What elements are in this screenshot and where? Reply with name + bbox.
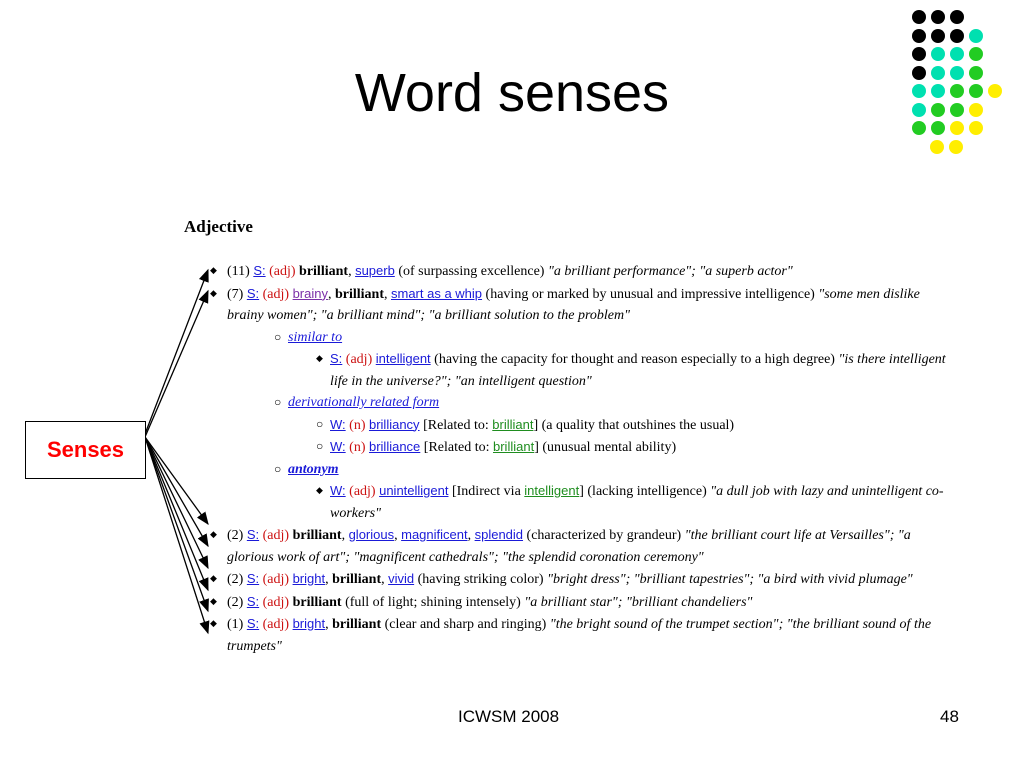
sense-3: ◆ (2) S: (adj) brilliant, glorious, magnificent, splendid (characterized by grandeur) "the brilliant court life at Versailles"; "a glorious work of art"; "magnificent cathedrals"; "the splendid coronation ceremony": [208, 524, 948, 568]
bullet-icon: ◆: [210, 573, 217, 583]
arrow-sense-3: [145, 437, 208, 524]
synset-link[interactable]: S:: [246, 527, 260, 542]
related-label: [Related to:: [423, 417, 489, 433]
word-sense-link[interactable]: W:: [330, 439, 346, 454]
related-label: [Indirect via: [451, 484, 521, 499]
part-of-speech: (adj): [349, 484, 376, 499]
related-label: [Related to:: [423, 440, 490, 455]
head-word: brilliant: [334, 286, 384, 302]
head-word: brilliant: [292, 528, 342, 543]
arrow-sense-1: [145, 270, 208, 434]
synset-link[interactable]: S:: [246, 285, 260, 301]
synset-link[interactable]: S:: [246, 616, 260, 631]
word-link[interactable]: glorious: [348, 527, 395, 542]
arrow-sense-2: [145, 291, 208, 437]
sense-6: ◆ (1) S: (adj) bright, brilliant (clear and sharp and ringing) "the bright sound of the trumpet section"; "the brilliant sound of the trumpets": [208, 613, 948, 657]
bullet-icon: ◆: [316, 485, 323, 495]
head-word: brilliant: [332, 617, 382, 632]
word-link[interactable]: superb: [355, 263, 395, 278]
word-link[interactable]: vivid: [388, 571, 415, 586]
sense-count: (7): [227, 286, 244, 302]
gloss: (a quality that outshines the usual): [541, 417, 735, 433]
part-of-speech: (adj): [262, 528, 290, 543]
part-of-speech: (n): [349, 440, 366, 455]
footer-conference: ICWSM 2008: [458, 707, 560, 726]
gloss: (having striking color): [417, 572, 544, 587]
example: "bright dress"; "brilliant tapestries"; "a bird with vivid plumage": [547, 572, 913, 587]
part-of-speech: (adj): [345, 352, 373, 367]
head-word: brilliant: [292, 594, 342, 610]
senses-label-box: Senses: [25, 421, 146, 479]
footer-page-number: 48: [940, 707, 959, 726]
word-link[interactable]: unintelligent: [379, 483, 449, 498]
related-close: ]: [579, 484, 584, 499]
example: "the bright sound of the trumpet section"; "the brilliant sound of the trumpets": [227, 617, 932, 654]
example: "some men dislike brainy women"; "a brilliant mind"; "a brilliant solution to the problem": [227, 286, 920, 323]
synset-link[interactable]: S:: [246, 571, 260, 586]
head-word: brilliant: [299, 264, 349, 279]
bullet-icon: ◆: [316, 353, 323, 363]
arrow-sense-6: [145, 437, 208, 633]
circle-bullet-icon: ○: [274, 461, 282, 476]
related-word-link[interactable]: intelligent: [524, 483, 580, 498]
sense-count: (2): [227, 594, 244, 610]
gloss: (having or marked by unusual and impressive intelligence): [485, 286, 815, 302]
gloss: (characterized by grandeur): [526, 528, 682, 543]
sense-count: (11): [227, 264, 250, 279]
gloss: (of surpassing excellence): [398, 264, 545, 279]
example: "the brilliant court life at Versailles"; "a glorious work of art"; "magnificent cathedrals"; "the splendid coronation ceremony": [227, 528, 911, 565]
word-link[interactable]: bright: [292, 571, 326, 586]
synset-link[interactable]: S:: [246, 593, 260, 609]
gloss: (having the capacity for thought and reason especially to a high degree): [434, 352, 835, 367]
word-link[interactable]: intelligent: [375, 351, 431, 366]
part-of-speech: (adj): [262, 617, 290, 632]
sense-count: (1): [227, 617, 244, 632]
bullet-icon: ◆: [210, 287, 217, 298]
bullet-icon: ◆: [210, 618, 217, 628]
word-link[interactable]: splendid: [474, 527, 524, 542]
slide-title: Word senses: [354, 63, 670, 123]
bullet-icon: ◆: [210, 529, 217, 539]
circle-bullet-icon: ○: [274, 329, 282, 344]
part-of-speech: (adj): [262, 594, 290, 610]
gloss: (clear and sharp and ringing): [384, 617, 547, 632]
part-of-speech: (adj): [262, 286, 290, 302]
synset-link[interactable]: S:: [253, 263, 266, 278]
word-link[interactable]: smart as a whip: [391, 285, 483, 301]
antonym-link[interactable]: antonym: [288, 461, 339, 477]
part-of-speech: (adj): [262, 572, 290, 587]
gloss: (unusual mental ability): [542, 440, 677, 455]
derivational-link[interactable]: derivationally related form: [288, 395, 440, 410]
arrow-sense-4b: [145, 437, 208, 590]
word-sense-link[interactable]: W:: [330, 483, 346, 498]
word-link[interactable]: magnificent: [401, 527, 468, 542]
gloss: (full of light; shining intensely): [345, 594, 521, 610]
sense-1: ◆ (11) S: (adj) brilliant, superb (of surpassing excellence) "a brilliant performance"; "a superb actor": [208, 260, 948, 283]
related-close: ]: [534, 440, 539, 455]
word-link[interactable]: bright: [292, 616, 326, 631]
sense-4: ◆ (2) S: (adj) bright, brilliant, vivid (having striking color) "bright dress"; "brilliant tapestries"; "a bird with vivid plumage": [208, 568, 948, 591]
bullet-icon: ◆: [210, 595, 217, 606]
arrow-sense-3b: [145, 437, 208, 546]
sense-2: ◆ (7) S: (adj) brainy, brilliant, smart as a whip (having or marked by unusual and impressive intelligence) "some men dislike brainy women"; "a brilliant mind"; "a brilliant solution to the problem" ○ similar to ◆ S: (adj) intelligent (having the capacity for thought and reason especially to a high degree) "is there intelligent life in the universe?"; "an intelligent question" ○ derivationally related form ○ W: (n) brilliancy [Related to: brilliant] (a quality that outshines the usual) ○ W: (n) brilliance [Related to: brilliant] (unusual mental ability) ○ antonym ◆ W: (adj) unintelligent [Indirect via intelligent] (lacking intelligence) "a dull job with lazy and unintelligent co-workers": [208, 283, 948, 525]
circle-bullet-icon: ○: [316, 439, 324, 453]
word-link[interactable]: brilliance: [368, 439, 421, 454]
example: "is there intelligent life in the universe?"; "an intelligent question": [330, 352, 946, 389]
sense-count: (2): [227, 528, 244, 543]
gloss: (lacking intelligence): [587, 484, 707, 499]
example: "a brilliant star"; "brilliant chandeliers": [524, 594, 753, 610]
related-close: ]: [533, 417, 539, 433]
circle-bullet-icon: ○: [316, 416, 324, 431]
word-link[interactable]: brainy: [292, 285, 328, 301]
part-of-speech: (adj): [269, 264, 296, 279]
example: "a brilliant performance"; "a superb actor": [547, 264, 793, 279]
bullet-icon: ◆: [210, 265, 217, 275]
arrow-sense-4: [145, 437, 208, 568]
section-heading: Adjective: [184, 217, 253, 236]
head-word: brilliant: [332, 572, 382, 587]
synset-link[interactable]: S:: [330, 351, 343, 366]
part-of-speech: (n): [349, 417, 366, 433]
related-word-link[interactable]: brilliant: [493, 439, 535, 454]
arrow-sense-5: [145, 437, 208, 611]
similar-to-link[interactable]: similar to: [288, 329, 343, 345]
example: "a dull job with lazy and unintelligent co-workers": [330, 484, 944, 521]
related-word-link[interactable]: brilliant: [492, 416, 534, 432]
word-link[interactable]: brilliancy: [368, 416, 420, 432]
sense-count: (2): [227, 572, 244, 587]
circle-bullet-icon: ○: [274, 395, 282, 409]
word-sense-link[interactable]: W:: [330, 416, 346, 432]
